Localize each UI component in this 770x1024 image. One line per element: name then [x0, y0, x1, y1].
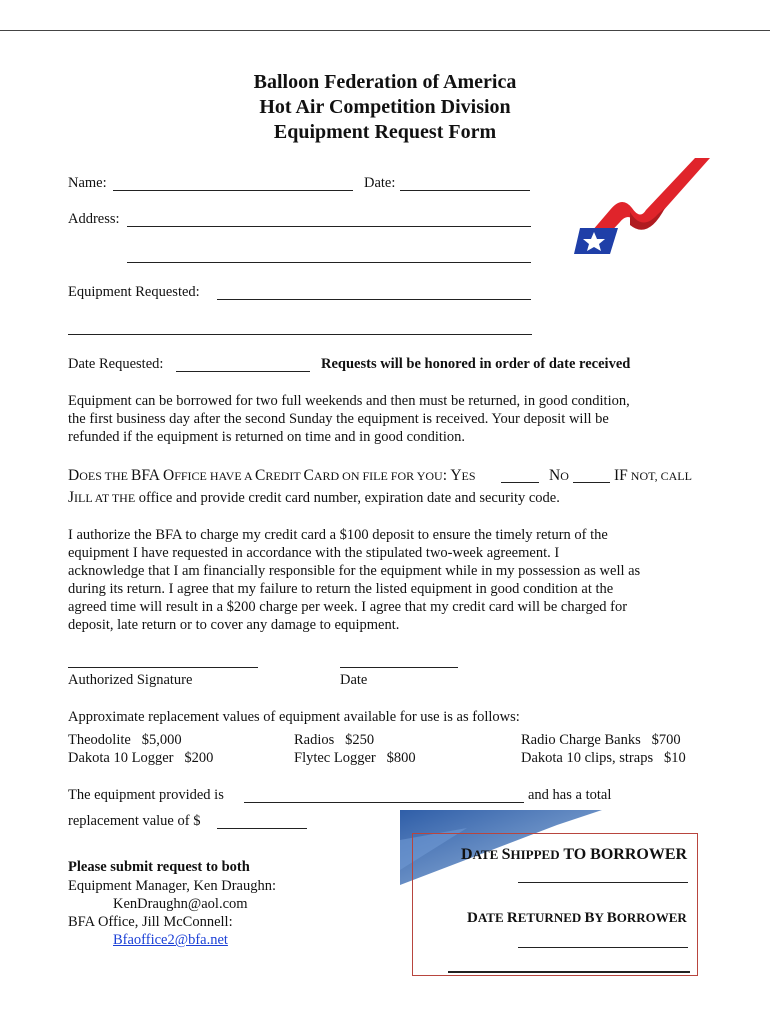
credit-card-instructions — [68, 488, 560, 508]
title-line-2: Hot Air Competition Division — [259, 96, 511, 118]
no-option — [549, 466, 569, 486]
date-returned-field[interactable] — [518, 947, 688, 948]
submit-heading: Please submit request to both — [68, 859, 250, 875]
address-label: Address: — [68, 211, 120, 227]
cc-q-n: N — [549, 467, 561, 484]
cc-q-notcall: NOT, CALL — [627, 469, 692, 483]
cc-q-ill: ILL AT THE — [74, 491, 136, 505]
borrow-line-1: Equipment can be borrowed for two full weekends and then must be returned, in good condition, — [68, 393, 630, 409]
authorize-line-5: agreed time will result in a $200 charge per week. I agree that my credit card will be charged for — [68, 599, 628, 615]
ship-ate: ATE — [472, 847, 502, 862]
date-requested-field[interactable] — [176, 371, 310, 372]
date-requested-label: Date Requested: — [68, 356, 164, 372]
item-dakota-clips: Dakota 10 clips, straps $10 — [521, 750, 686, 766]
yes-field[interactable] — [501, 482, 539, 483]
signature-date-field[interactable] — [340, 667, 458, 668]
authorize-line-2: equipment I have requested in accordance with the stipulated two-week agreement. I — [68, 545, 560, 561]
equipment-requested-field-2[interactable] — [68, 334, 532, 335]
ret-b2: B — [606, 910, 617, 926]
authorized-signature-label: Authorized Signature — [68, 672, 193, 688]
cc-q-c2: C — [303, 467, 314, 484]
item-flytec-logger: Flytec Logger $800 — [294, 750, 416, 766]
ship-s: S — [501, 846, 511, 863]
cc-q-ard: ARD ON FILE FOR YOU — [313, 469, 443, 483]
authorize-line-6: deposit, late return or to cover any damage to equipment. — [68, 617, 400, 633]
title-line-1: Balloon Federation of America — [253, 71, 517, 93]
address-field-1[interactable] — [127, 226, 531, 227]
ret-orrower: ORROWER — [616, 910, 687, 925]
page-title — [0, 70, 770, 145]
cc-q-c: C — [255, 467, 266, 484]
borrow-line-2: the first business day after the second Sunday the equipment is received. Your deposit will be — [68, 411, 609, 427]
replacement-value-label: replacement value of $ — [68, 813, 201, 829]
name-field[interactable] — [113, 190, 353, 191]
replacement-intro: Approximate replacement values of equipment available for use is as follows: — [68, 709, 520, 725]
signature-date-label: Date — [340, 672, 368, 688]
equipment-manager: Equipment Manager, Ken Draughn: — [68, 878, 276, 894]
date-shipped-field[interactable] — [518, 882, 688, 883]
borrow-terms-paragraph — [68, 392, 718, 446]
bfa-office: BFA Office, Jill McConnell: — [68, 914, 233, 930]
cc-q-y: : Y — [442, 467, 462, 484]
equipment-requested-label: Equipment Requested: — [68, 284, 200, 300]
item-radio-charge-banks: Radio Charge Banks $700 — [521, 732, 681, 748]
borrow-line-3: refunded if the equipment is returned on time and in good condition. — [68, 429, 466, 445]
manager-email[interactable]: KenDraughn@aol.com — [113, 896, 248, 912]
authorize-line-1: I authorize the BFA to charge my credit card a $100 deposit to ensure the timely return of the — [68, 527, 608, 543]
title-line-3: Equipment Request Form — [273, 121, 497, 143]
equipment-provided-field[interactable] — [244, 802, 524, 803]
total-label: and has a total — [528, 787, 612, 803]
item-dakota-logger: Dakota 10 Logger $200 — [68, 750, 214, 766]
item-radios: Radios $250 — [294, 732, 375, 748]
cc-q-bfa: BFA O — [130, 467, 175, 484]
ship-d: D — [461, 846, 473, 863]
cc-q-j: J — [68, 489, 75, 506]
requests-notice: Requests will be honored in order of date received — [321, 356, 631, 372]
bfa-logo — [570, 150, 715, 260]
authorize-line-3: acknowledge that I am financially responsible for the equipment while in my possession as well as — [68, 563, 641, 579]
address-field-2[interactable] — [127, 262, 531, 263]
ship-rest: TO BORROWER — [559, 846, 688, 863]
cc-q-rest: office and provide credit card number, expiration date and security code. — [135, 490, 560, 506]
top-rule — [0, 30, 770, 31]
date-label: Date: — [364, 175, 396, 191]
date-field[interactable] — [400, 190, 530, 191]
date-returned-heading — [467, 910, 687, 927]
ret-r: R — [506, 910, 518, 926]
equipment-provided-label: The equipment provided is — [68, 787, 224, 803]
signature-field[interactable] — [68, 667, 258, 668]
cc-q-es: ES — [461, 469, 476, 483]
date-shipped-heading — [461, 846, 687, 864]
office-email-link[interactable]: Bfaoffice2@bfa.net — [113, 932, 228, 948]
ret-eturned: ETURNED — [517, 910, 585, 925]
name-label: Name: — [68, 175, 107, 191]
replacement-value-field[interactable] — [217, 828, 307, 829]
ret-d: D — [467, 910, 478, 926]
credit-card-question — [68, 466, 476, 486]
cc-q-oes: OES THE — [79, 469, 131, 483]
authorize-line-4: during its return. I agree that my failure to return the listed equipment in good condition at the — [68, 581, 614, 597]
cc-q-redit: REDIT — [265, 469, 304, 483]
ship-hipped: HIPPED — [510, 847, 560, 862]
cc-q-ffice: FFICE HAVE A — [174, 469, 256, 483]
if-not-call — [614, 466, 692, 486]
ret-b: B — [584, 910, 595, 926]
ret-ate: ATE — [477, 910, 507, 925]
authorization-paragraph — [68, 526, 728, 634]
item-theodolite: Theodolite $5,000 — [68, 732, 182, 748]
equipment-requested-field-1[interactable] — [217, 299, 531, 300]
cc-q-d: D — [68, 467, 80, 484]
cc-q-o: O — [560, 469, 569, 483]
cc-q-if: IF — [614, 467, 628, 484]
ret-y: Y — [594, 910, 607, 925]
box-bottom-line — [448, 971, 690, 973]
no-field[interactable] — [573, 482, 610, 483]
